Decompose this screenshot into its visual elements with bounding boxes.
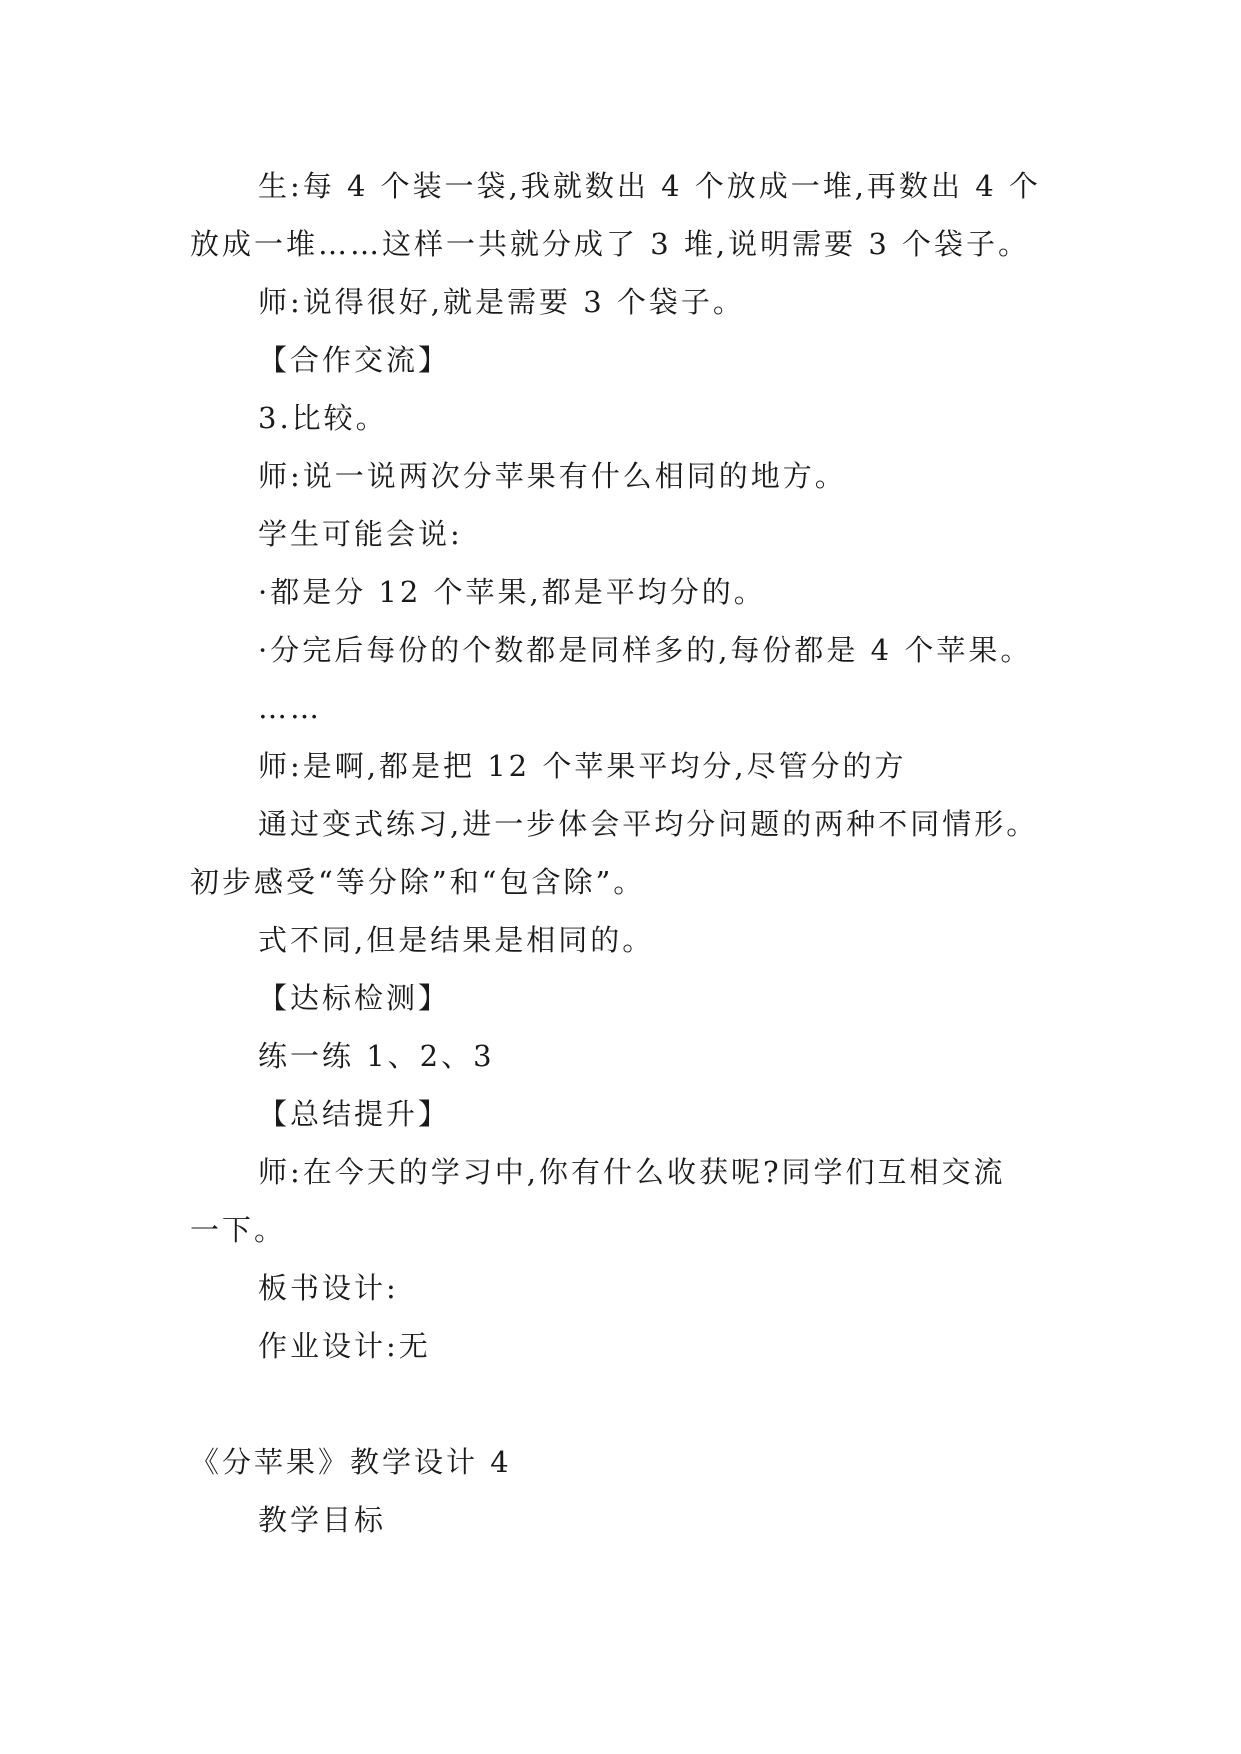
section-heading: 【总结提升】 <box>258 1097 451 1131</box>
paragraph-line: 练一练 1、2、3 <box>258 1039 495 1073</box>
paragraph-line: 作业设计:无 <box>258 1329 431 1363</box>
paragraph-line: 板书设计: <box>258 1271 399 1305</box>
bullet-item: ·分完后每份的个数都是同样多的,每份都是 4 个苹果。 <box>258 633 1033 667</box>
bullet-item: ·都是分 12 个苹果,都是平均分的。 <box>258 575 766 609</box>
paragraph-line: 师:是啊,都是把 12 个苹果平均分,尽管分的方 <box>258 749 907 783</box>
paragraph-line: 师:说得很好,就是需要 3 个袋子。 <box>258 285 745 319</box>
paragraph-line: 一下。 <box>190 1213 287 1247</box>
paragraph-line: 生:每 4 个装一袋,我就数出 4 个放成一堆,再数出 4 个 <box>258 169 1041 203</box>
paragraph-line: 师:在今天的学习中,你有什么收获呢?同学们互相交流 <box>258 1155 1006 1189</box>
paragraph-line: 式不同,但是结果是相同的。 <box>258 923 655 957</box>
paragraph-line: 学生可能会说: <box>258 517 463 551</box>
paragraph-line: 通过变式练习,进一步体会平均分问题的两种不同情形。 <box>258 807 1039 841</box>
paragraph-line: 3.比较。 <box>258 401 388 435</box>
document-title: 《分苹果》教学设计 4 <box>190 1445 512 1479</box>
paragraph-line: 教学目标 <box>258 1503 387 1537</box>
ellipsis-line: …… <box>258 691 322 725</box>
paragraph-line: 师:说一说两次分苹果有什么相同的地方。 <box>258 459 847 493</box>
section-heading: 【达标检测】 <box>258 981 451 1015</box>
section-heading: 【合作交流】 <box>258 343 451 377</box>
paragraph-line: 初步感受“等分除”和“包含除”。 <box>190 865 646 899</box>
paragraph-line: 放成一堆……这样一共就分成了 3 堆,说明需要 3 个袋子。 <box>190 227 1030 261</box>
